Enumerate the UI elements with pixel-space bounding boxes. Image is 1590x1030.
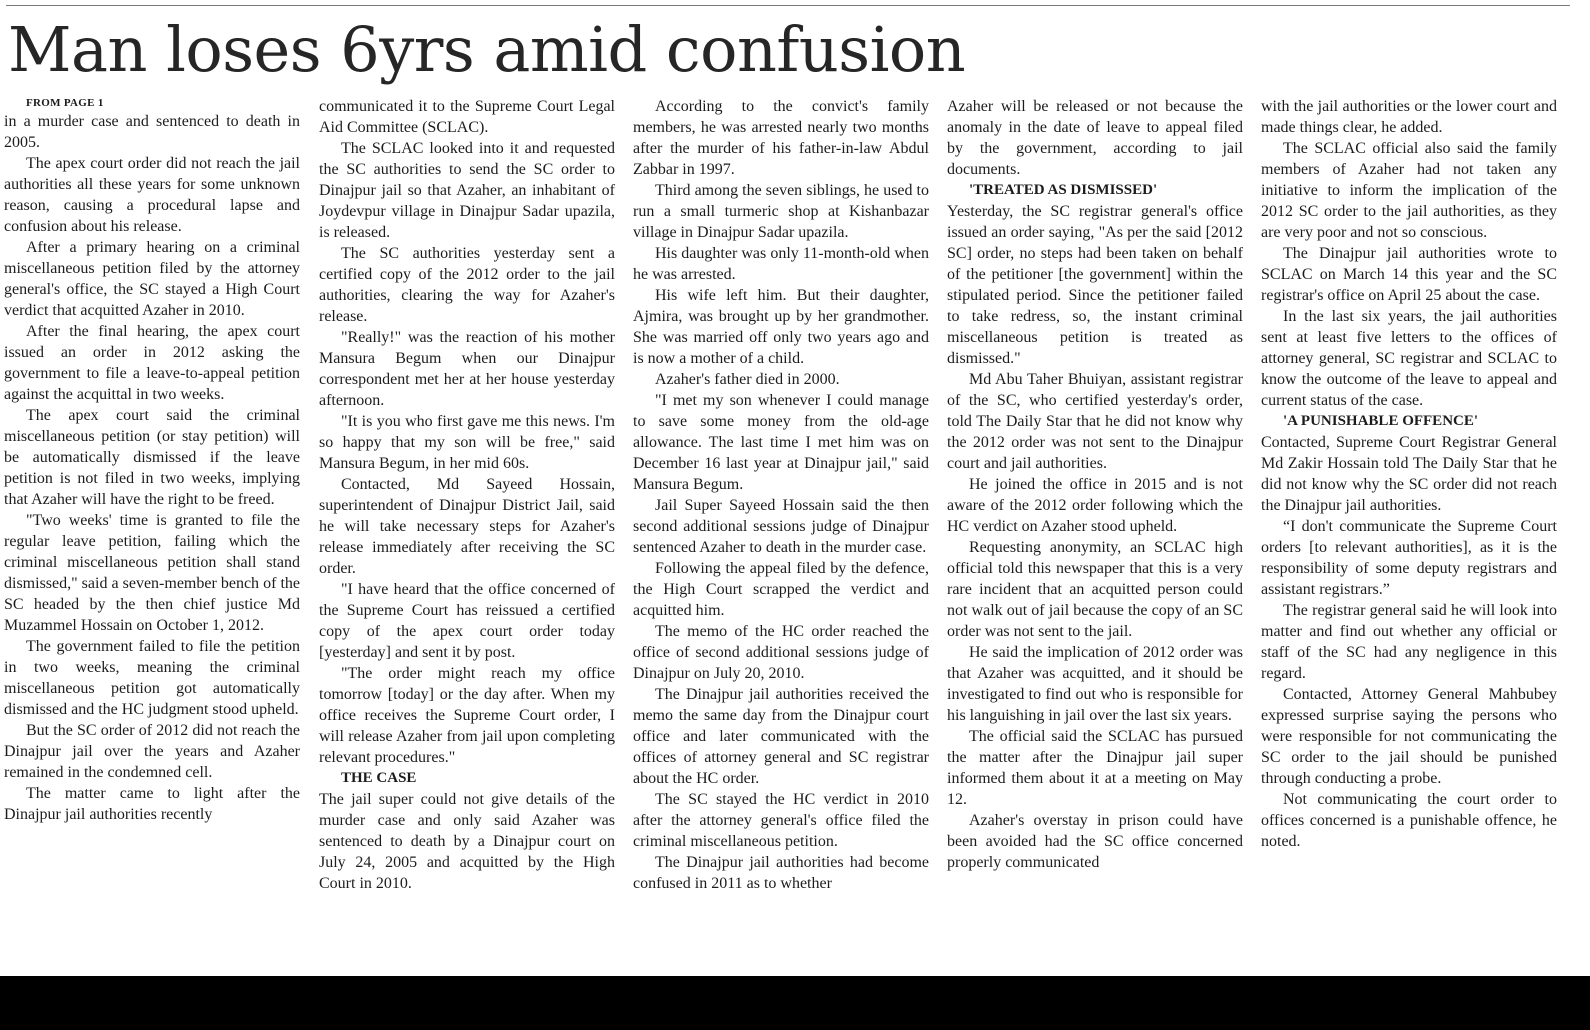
paragraph: Contacted, Md Sayeed Hossain, superintendent of Dinajpur District Jail, said he will take necessary steps for Azaher's release immediately after receiving the SC order. — [319, 476, 615, 577]
paragraph: "I have heard that the office concerned of the Supreme Court has reissued a certified copy of the apex court order today [yesterday] and sent it by post. — [319, 581, 615, 661]
column-5 — [1261, 96, 1557, 980]
paragraph: "It is you who first gave me this news. I'm so happy that my son will be free," said Mansura Begum, in her mid 60s. — [319, 413, 615, 472]
subhead-treated-as-dismissed: 'TREATED AS DISMISSED' — [969, 182, 1158, 198]
paragraph: Contacted, Attorney General Mahbubey expressed surprise saying the persons who were responsible for not communicating the SC order to the jail should be punished through conducting a probe. — [1261, 686, 1557, 787]
paragraph: His wife left him. But their daughter, Ajmira, was brought up by her grandmother. She was married off only two years ago and is now a mother of a child. — [633, 287, 929, 367]
paragraph: The jail super could not give details of the murder case and only said Azaher was sentenced to death by a Dinajpur court on July 24, 2005 and acquitted by the High Court in 2010. — [319, 791, 615, 892]
paragraph: The SC stayed the HC verdict in 2010 after the attorney general's office filed the criminal miscellaneous petition. — [633, 791, 929, 850]
column-2 — [319, 96, 615, 980]
paragraph: The official said the SCLAC has pursued the matter after the Dinajpur jail super informed them about it at a meeting on May 12. — [947, 728, 1243, 808]
paragraph: Azaher's overstay in prison could have been avoided had the SC office concerned properly communicated — [947, 812, 1243, 871]
paragraph: After the final hearing, the apex court issued an order in 2012 asking the government to file a leave-to-appeal petition against the acquittal in two weeks. — [4, 323, 300, 403]
paragraph: The Dinajpur jail authorities had become confused in 2011 as to whether — [633, 854, 929, 892]
paragraph: The apex court said the criminal miscellaneous petition (or stay petition) will be automatically dismissed if the leave petition is not filed in two weeks, implying that Azaher will have the right to be freed. — [4, 407, 300, 508]
paragraph: communicated it to the Supreme Court Legal Aid Committee (SCLAC). — [319, 98, 615, 136]
paragraph: Following the appeal filed by the defence, the High Court scrapped the verdict and acquitted him. — [633, 560, 929, 619]
paragraph: "Two weeks' time is granted to file the regular leave petition, failing which the criminal miscellaneous petition shall stand dismissed," said a seven-member bench of the SC headed by the then chief justice Md Muzammel Hossain on October 1, 2012. — [4, 512, 300, 634]
top-rule — [6, 5, 1570, 6]
paragraph: The government failed to file the petition in two weeks, meaning the criminal miscellaneous petition got automatically dismissed and the HC judgment stood upheld. — [4, 638, 300, 718]
subhead-the-case: THE CASE — [341, 770, 417, 786]
paragraph: The Dinajpur jail authorities received the memo the same day from the Dinajpur court office and later communicated with the offices of attorney general and SC registrar about the HC order. — [633, 686, 929, 787]
paragraph: "Really!" was the reaction of his mother Mansura Begum when our Dinajpur correspondent met her at her house yesterday afternoon. — [319, 329, 615, 409]
paragraph: The memo of the HC order reached the office of second additional sessions judge of Dinajpur on July 20, 2010. — [633, 623, 929, 682]
subhead-a-punishable-offence: 'A PUNISHABLE OFFENCE' — [1283, 413, 1479, 429]
column-4 — [947, 96, 1243, 980]
paragraph: The SCLAC official also said the family members of Azaher had not taken any initiative to inform the implication of the 2012 SC order to the jail authorities, as they are very poor and not so conscious. — [1261, 140, 1557, 241]
paragraph: After a primary hearing on a criminal miscellaneous petition filed by the attorney general's office, the SC stayed a High Court verdict that acquitted Azaher in 2010. — [4, 239, 300, 319]
paragraph: The Dinajpur jail authorities wrote to SCLAC on March 14 this year and the SC registrar's office on April 25 about the case. — [1261, 245, 1557, 304]
paragraph: The SCLAC looked into it and requested the SC authorities to send the SC order to Dinajpur jail so that Azaher, an inhabitant of Joydevpur village in Dinajpur Sadar upazila, is released. — [319, 140, 615, 241]
paragraph: "The order might reach my office tomorrow [today] or the day after. When my office receives the Supreme Court order, I will release Azaher from jail upon completing relevant procedures." — [319, 665, 615, 766]
paragraph: In the last six years, the jail authorities sent at least five letters to the offices of attorney general, SC registrar and SCLAC to know the outcome of the leave to appeal and current status of the case. — [1261, 308, 1557, 409]
paragraph: Contacted, Supreme Court Registrar General Md Zakir Hossain told The Daily Star that he did not know why the SC order did not reach the Dinajpur jail authorities. — [1261, 434, 1557, 514]
bottom-black-band — [0, 976, 1590, 1030]
paragraph: Yesterday, the SC registrar general's office issued an order saying, "As per the said [2012 SC] order, no steps had been taken on behalf of the petitioner [the government] within the stipulated period. Since the petitioner failed to take redress, so, the instant criminal miscellaneous petition is treated as dismissed." — [947, 203, 1243, 367]
paragraph: He joined the office in 2015 and is not aware of the 2012 order following which the HC verdict on Azaher stood upheld. — [947, 476, 1243, 535]
paragraph: But the SC order of 2012 did not reach the Dinajpur jail over the years and Azaher remained in the condemned cell. — [4, 722, 300, 781]
paragraph: The apex court order did not reach the jail authorities all these years for some unknown reason, causing a procedural lapse and confusion about his release. — [4, 155, 300, 235]
paragraph: “I don't communicate the Supreme Court orders [to relevant authorities], as it is the responsibility of some deputy registrars and assistant registrars.” — [1261, 518, 1557, 598]
paragraph: The SC authorities yesterday sent a certified copy of the 2012 order to the jail authorities, clearing the way for Azaher's release. — [319, 245, 615, 325]
paragraph: Jail Super Sayeed Hossain said the then second additional sessions judge of Dinajpur sentenced Azaher to death in the murder case. — [633, 497, 929, 556]
paragraph: Azaher will be released or not because the anomaly in the date of leave to appeal filed by the government, according to jail documents. — [947, 98, 1243, 178]
paragraph: Requesting anonymity, an SCLAC high official told this newspaper that this is a very rare incident that an acquitted person could not walk out of jail because the copy of an SC order was not sent to the jail. — [947, 539, 1243, 640]
paragraph: He said the implication of 2012 order was that Azaher was acquitted, and it should be investigated to find out who is responsible for his languishing in jail over the last six years. — [947, 644, 1243, 724]
paragraph: "I met my son whenever I could manage to save some money from the old-age allowance. The last time I met him was on December 16 last year at Dinajpur jail," said Mansura Begum. — [633, 392, 929, 493]
paragraph: According to the convict's family members, he was arrested nearly two months after the murder of his father-in-law Abdul Zabbar in 1997. — [633, 98, 929, 178]
paragraph: The matter came to light after the Dinajpur jail authorities recently — [4, 785, 300, 823]
paragraph: Azaher's father died in 2000. — [655, 371, 840, 388]
paragraph: The registrar general said he will look into matter and find out whether any official or staff of the SC had any negligence in this regard. — [1261, 602, 1557, 682]
paragraph: Md Abu Taher Bhuiyan, assistant registrar of the SC, who certified yesterday's order, told The Daily Star that he did not know why the 2012 order was not sent to the Dinajpur court and jail authorities. — [947, 371, 1243, 472]
paragraph: with the jail authorities or the lower court and made things clear, he added. — [1261, 98, 1557, 136]
paragraph: in a murder case and sentenced to death in 2005. — [4, 113, 300, 151]
paragraph: Not communicating the court order to offices concerned is a punishable offence, he noted. — [1261, 791, 1557, 850]
kicker: FROM PAGE 1 — [26, 97, 104, 109]
paragraph: Third among the seven siblings, he used to run a small turmeric shop at Kishanbazar village in Dinajpur Sadar upazila. — [633, 182, 929, 241]
article-body — [4, 96, 1564, 980]
paragraph: His daughter was only 11-month-old when he was arrested. — [633, 245, 929, 283]
headline: Man loses 6yrs amid confusion — [8, 13, 966, 86]
column-1 — [4, 96, 300, 980]
column-3 — [633, 96, 929, 980]
